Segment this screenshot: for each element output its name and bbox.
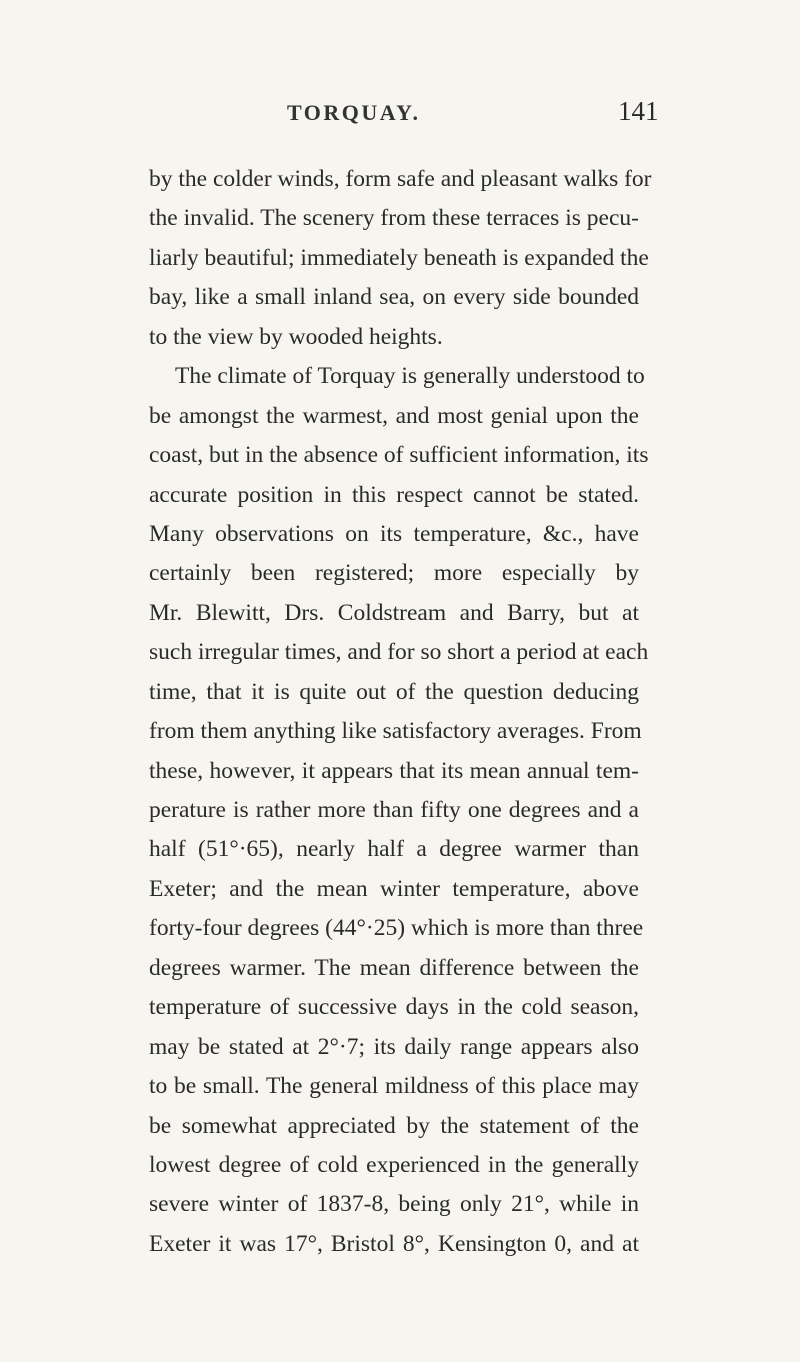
text-line: time, that it is quite out of the question deducing — [149, 678, 639, 705]
text-line: Exeter it was 17°, Bristol 8°, Kensington 0, and at — [149, 1230, 639, 1257]
text-line: may be stated at 2°·7; its daily range appears also — [149, 1033, 639, 1060]
text-line: to the view by wooded heights. — [149, 323, 443, 350]
text-line: forty-four degrees (44°·25) which is more than three — [149, 915, 644, 942]
text-line: such irregular times, and for so short a period at each — [149, 639, 649, 666]
text-line: bay, like a small inland sea, on every side bounded — [149, 284, 639, 311]
running-title: TORQUAY. — [287, 100, 421, 125]
text-line: be somewhat appreciated by the statement of the — [149, 1112, 639, 1139]
text-line: degrees warmer. The mean difference between the — [149, 954, 639, 981]
text-line: Exeter; and the mean winter temperature, above — [149, 875, 639, 902]
text-line: accurate position in this respect cannot be stated. — [149, 481, 639, 508]
text-line: The climate of Torquay is generally understood to — [175, 363, 645, 390]
page-number: 141 — [618, 96, 659, 126]
text-line: certainly been registered; more especially by — [149, 560, 639, 587]
text-line: Many observations on its temperature, &c., have — [149, 520, 639, 547]
running-head — [0, 96, 800, 130]
text-line: half (51°·65), nearly half a degree warmer than — [149, 836, 639, 863]
text-line: liarly beautiful; immediately beneath is expanded the — [149, 244, 649, 271]
text-line: these, however, it appears that its mean annual tem- — [149, 757, 639, 784]
text-line: lowest degree of cold experienced in the generally — [149, 1151, 639, 1178]
text-line: severe winter of 1837-8, being only 21°, while in — [149, 1191, 639, 1218]
text-line: coast, but in the absence of sufficient information, its — [149, 442, 649, 469]
text-line: Mr. Blewitt, Drs. Coldstream and Barry, but at — [149, 599, 639, 626]
text-line: from them anything like satisfactory averages. From — [149, 718, 642, 745]
text-line: the invalid. The scenery from these terraces is pecu- — [149, 205, 639, 232]
text-line: perature is rather more than fifty one degrees and a — [149, 797, 639, 823]
body-text — [149, 160, 652, 1264]
text-line: temperature of successive days in the cold season, — [149, 994, 639, 1021]
text-line: be amongst the warmest, and most genial upon the — [149, 402, 639, 429]
text-line: by the colder winds, form safe and pleasant walks for — [149, 166, 652, 192]
text-line: to be small. The general mildness of this place may — [149, 1073, 639, 1100]
